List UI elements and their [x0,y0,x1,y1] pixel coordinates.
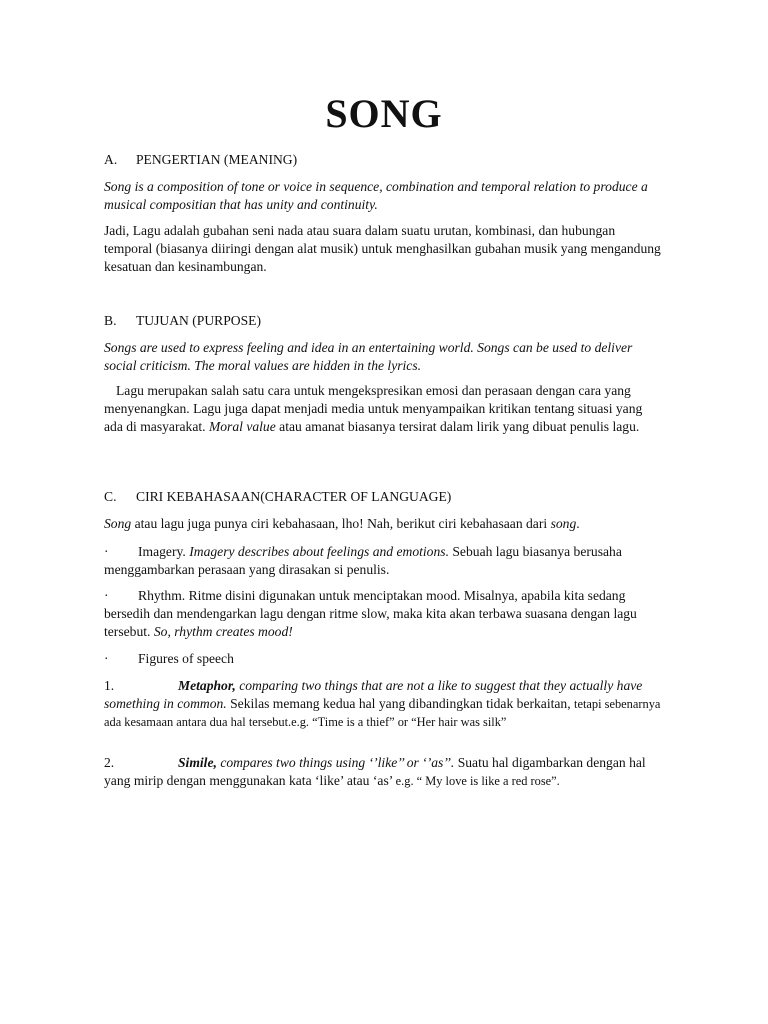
section-c-intro-song2: song [550,516,577,531]
section-c-letter: C. [104,489,117,504]
rhythm-italic: So, rhythm creates mood! [153,624,293,639]
imagery-label: Imagery. [138,544,186,559]
section-a-heading [104,151,664,169]
section-b-heading [104,312,664,330]
section-b-indonesian-paragraph [104,382,664,436]
section-a-title: PENGERTIAN (MEANING) [136,152,298,167]
metaphor-term: Metaphor, [178,678,236,693]
section-a-letter: A. [104,152,118,167]
simile-term: Simile, [178,755,217,770]
section-c-intro-end: . [576,516,580,531]
section-a-indonesian-paragraph: Jadi, Lagu adalah gubahan seni nada atau suara dalam suatu urutan, kombinasi, dan hubungan temporal (biasanya diiringi dengan alat musik) untuk menghasilkan gubahan musik yang mengandung kesatuan dan kesinambungan. [104,223,661,274]
bullet-icon: · [104,544,109,559]
section-c-heading [104,488,664,506]
section-b-title: TUJUAN (PURPOSE) [136,313,261,328]
section-b-indonesian-part2: atau amanat biasanya tersirat dalam lirik yang dibuat penulis lagu. [279,419,640,434]
metaphor-example: tetapi sebenarnya ada kesamaan antara dua hal tersebut.e.g. “Time is a thief” or “Her hair was silk” [104,697,661,729]
simile-number: 2. [104,755,115,770]
metaphor-number: 1. [104,678,115,693]
section-b-moral-value: Moral value [208,419,276,434]
bullet-icon: · [104,651,109,666]
page-title: SONG [325,91,443,136]
metaphor-italic: comparing two things that are not a like to suggest that they actually have something in common. [104,678,643,711]
bullet-icon: · [104,588,109,603]
section-b-indonesian-part1: Lagu merupakan salah satu cara untuk mengekspresikan emosi dan perasaan dengan cara yang menyenangkan. Lagu juga dapat menjadi media untuk menyampaikan kritikan tentang situasi yang ada di masyarakat. [104,383,643,434]
section-b-letter: B. [104,313,117,328]
rhythm-text: Rhythm. Ritme disini digunakan untuk menciptakan mood. Misalnya, apabila kita sedang bersedih dan mendengarkan lagu dengan ritme slow, maka kita akan terbawa suasana dengan lagu tersebut. [104,588,637,639]
metaphor-text: Sekilas memang kedua hal yang dibandingkan tidak berkaitan, [230,696,571,711]
list-item-imagery [104,543,664,579]
figures-label: Figures of speech [138,651,234,666]
section-c-title: CIRI KEBAHASAAN(CHARACTER OF LANGUAGE) [136,489,452,504]
list-item-metaphor [104,677,664,731]
section-c-intro-song: Song [104,516,132,531]
section-b-english-paragraph: Songs are used to express feeling and idea in an entertaining world. Songs can be used to deliver social criticism. The moral values are hidden in the lyrics. [104,340,633,373]
simile-text: Suatu hal digambarkan dengan hal yang mirip dengan menggunakan kata ‘like’ atau ‘as’ [104,755,646,788]
list-item-rhythm [104,587,664,641]
list-item-simile [104,754,664,790]
simile-italic: compares two things using ‘’like’’ or ‘’as’’. [220,755,455,770]
section-a-english-paragraph: Song is a composition of tone or voice in sequence, combination and temporal relation to produce a musical compositian that has unity and continuity. [104,179,648,212]
section-c-intro-text: atau lagu juga punya ciri kebahasaan, lho! Nah, berikut ciri kebahasaan dari [134,516,548,531]
list-item-figures [104,650,664,668]
imagery-italic: Imagery describes about feelings and emotions. [189,544,449,559]
simile-example: e.g. “ My love is like a red rose”. [395,774,560,788]
section-c-intro [104,515,664,533]
imagery-text: Sebuah lagu biasanya berusaha menggambarkan perasaan yang dirasakan si penulis. [104,544,622,577]
